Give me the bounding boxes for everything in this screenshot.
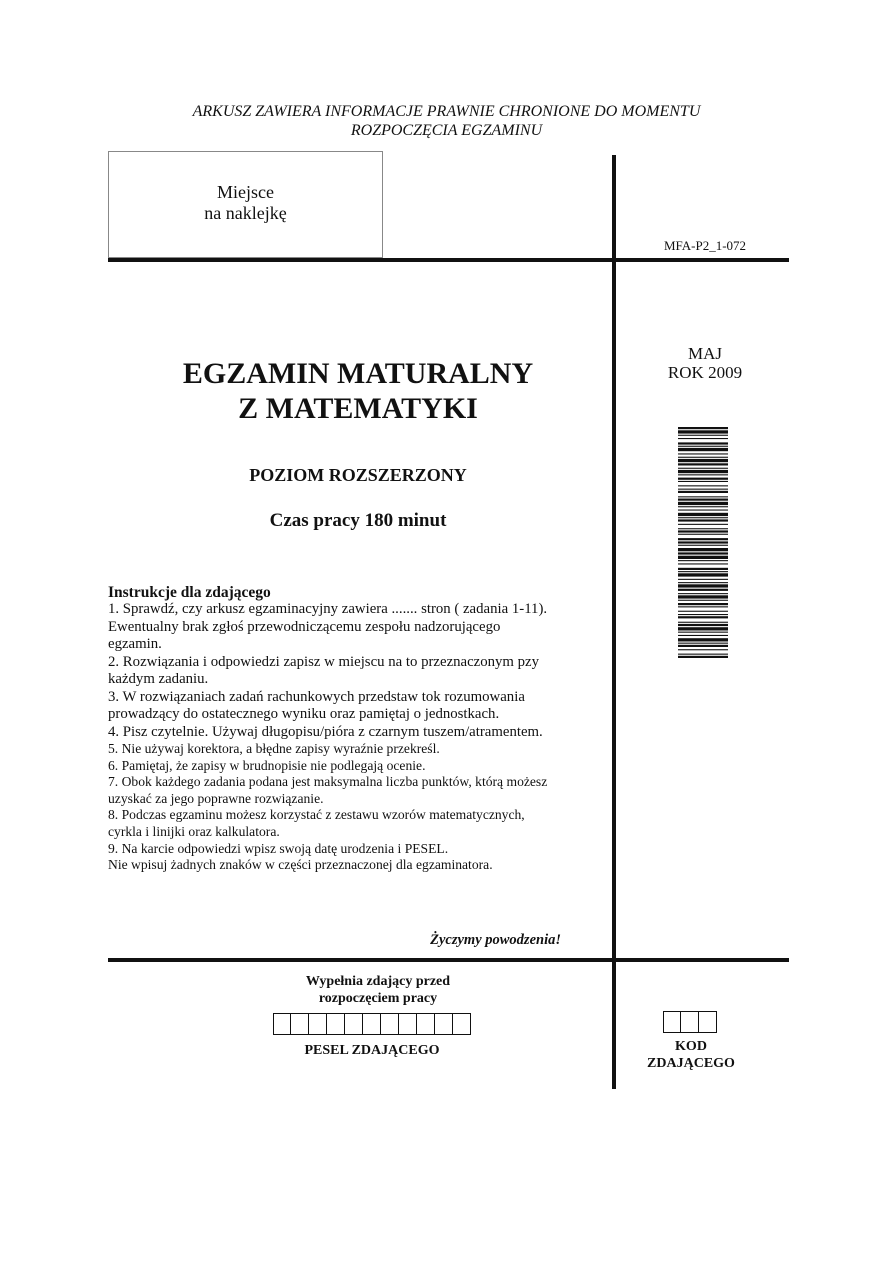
pesel-digit-box[interactable] — [453, 1013, 471, 1035]
student-code-label-line2: ZDAJĄCEGO — [647, 1056, 735, 1071]
student-code-label — [628, 1038, 754, 1072]
exam-code: MFA-P2_1-072 — [663, 238, 747, 253]
student-code-label-line1: KOD — [675, 1039, 707, 1054]
pesel-digit-box[interactable] — [363, 1013, 381, 1035]
exam-title-line2: Z MATEMATYKI — [238, 392, 478, 425]
instruction-line: 9. Na karcie odpowiedzi wpisz swoją datę urodzenia i PESEL. — [108, 840, 449, 856]
sticker-placeholder — [108, 151, 383, 258]
instruction-line: 4. Pisz czytelnie. Używaj długopisu/pióra z czarnym tuszem/atramentem. — [108, 723, 543, 740]
instruction-line: Nie wpisuj żadnych znaków w części przeznaczonej dla egzaminatora. — [108, 857, 493, 873]
code-digit-box[interactable] — [699, 1011, 717, 1033]
instruction-line: 2. Rozwiązania i odpowiedzi zapisz w miejscu na to przeznaczonym pzy — [108, 653, 540, 670]
instruction-line: 5. Nie używaj korektora, a błędne zapisy wyraźnie przekreśl. — [108, 741, 440, 756]
pesel-digit-box[interactable] — [417, 1013, 435, 1035]
exam-month: MAJ — [687, 344, 722, 363]
instruction-line: 7. Obok każdego zadania podana jest maksymalna liczba punktów, którą możesz — [108, 774, 548, 790]
instruction-line: 3. W rozwiązaniach zadań rachunkowych przedstaw tok rozumowania — [108, 688, 525, 705]
pesel-digit-box[interactable] — [309, 1013, 327, 1035]
fill-in-note — [278, 973, 478, 1007]
vertical-divider — [612, 155, 616, 1089]
instruction-line: uzyskać za jego poprawne rozwiązanie. — [108, 790, 324, 806]
pesel-label: PESEL ZDAJĄCEGO — [304, 1043, 440, 1058]
confidentiality-notice-line1: ARKUSZ ZAWIERA INFORMACJE PRAWNIE CHRONIONE DO MOMENTU — [192, 103, 701, 120]
confidentiality-notice-line2: ROZPOCZĘCIA EGZAMINU — [350, 122, 543, 139]
instruction-line: 1. Sprawdź, czy arkusz egzaminacyjny zawiera ....... stron ( zadania 1-11). — [108, 601, 548, 617]
good-luck-wish: Życzymy powodzenia! — [430, 932, 561, 948]
instructions-heading: Instrukcje dla zdającego — [108, 584, 271, 601]
pesel-digit-box[interactable] — [381, 1013, 399, 1035]
pesel-digit-box[interactable] — [435, 1013, 453, 1035]
exam-duration: Czas pracy 180 minut — [269, 510, 447, 531]
pesel-digit-box[interactable] — [273, 1013, 291, 1035]
barcode-image — [678, 427, 728, 659]
code-digit-box[interactable] — [681, 1011, 699, 1033]
sticker-label-line1: Miejsce — [217, 182, 274, 202]
code-digit-box[interactable] — [663, 1011, 681, 1033]
bottom-horizontal-divider — [108, 958, 789, 962]
instruction-line: prowadzący do ostatecznego wyniku oraz pamiętaj o jednostkach. — [108, 706, 500, 722]
instructions-list — [108, 601, 608, 874]
pesel-digit-box[interactable] — [327, 1013, 345, 1035]
instruction-line: każdym zadaniu. — [108, 671, 209, 687]
pesel-digit-box[interactable] — [399, 1013, 417, 1035]
instruction-line: egzamin. — [108, 636, 162, 652]
instruction-line: cyrkla i linijki oraz kalkulatora. — [108, 823, 280, 839]
fill-in-note-line2: rozpoczęciem pracy — [318, 991, 438, 1006]
pesel-digit-box[interactable] — [291, 1013, 309, 1035]
instruction-line: 8. Podczas egzaminu możesz korzystać z zestawu wzorów matematycznych, — [108, 807, 525, 823]
pesel-digit-box[interactable] — [345, 1013, 363, 1035]
instruction-line: Ewentualny brak zgłoś przewodniczącemu zespołu nadzorującego — [108, 618, 501, 635]
instruction-line: 6. Pamiętaj, że zapisy w brudnopisie nie podlegają ocenie. — [108, 757, 426, 773]
sticker-label-line2: na naklejkę — [204, 203, 287, 223]
exam-level: POZIOM ROZSZERZONY — [249, 465, 467, 485]
fill-in-note-line1: Wypełnia zdający przed — [305, 974, 451, 989]
exam-year: ROK 2009 — [667, 363, 743, 382]
pesel-input[interactable] — [273, 1013, 471, 1035]
top-horizontal-divider — [108, 258, 789, 262]
student-code-input[interactable] — [663, 1011, 717, 1033]
exam-title-line1: EGZAMIN MATURALNY — [182, 357, 534, 390]
